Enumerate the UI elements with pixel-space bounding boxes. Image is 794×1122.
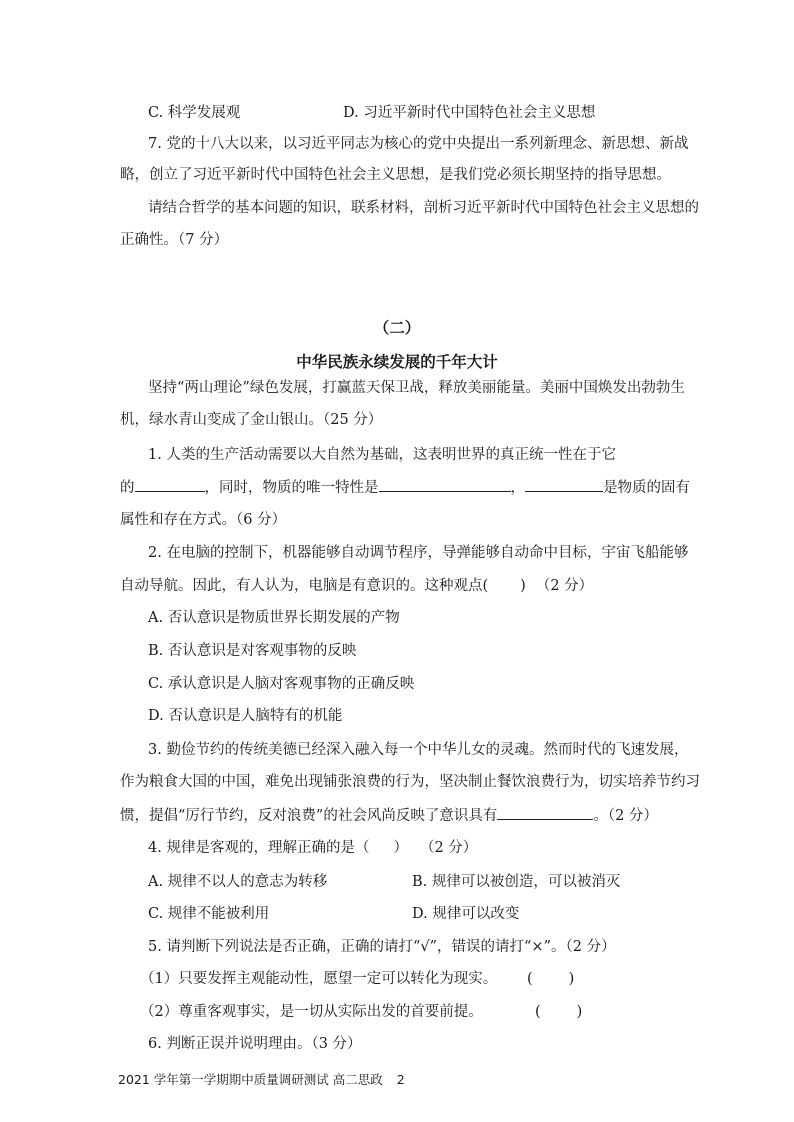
q6-option-c: C. 科学发展观: [148, 105, 241, 121]
s6-line-1: 6. 判断正误并说明理由。（3 分）: [148, 1036, 362, 1052]
s3-blank[interactable]: [497, 805, 593, 820]
q7-line-3: 请结合哲学的基本问题的知识，联系材料，剖析习近平新时代中国特色社会主义思想的: [148, 200, 699, 216]
section-intro-line-2: 机，绿水青山变成了金山银山。（25 分）: [120, 412, 383, 428]
s3-line-2: 作为粮食大国的中国，难免出现铺张浪费的行为，坚决制止餐饮浪费行为，切实培养节约习: [120, 774, 700, 790]
s2-option-a: A. 否认意识是物质世界长期发展的产物: [148, 610, 400, 626]
s5-item-1-paren-close: ): [568, 971, 575, 987]
s5-line-1: 5. 请判断下列说法是否正确，正确的请打“√”，错误的请打“×”。（2 分）: [148, 939, 616, 955]
s5-item-1-answer[interactable]: [527, 969, 574, 989]
s4-line-1: [148, 838, 708, 858]
s1-text-c: ，: [510, 480, 525, 496]
s2-paren-close: ): [520, 578, 526, 594]
s4-score: （2 分）: [419, 840, 478, 856]
q7-line-4: 正确性。（7 分）: [120, 232, 229, 248]
s5-item-2-paren-open: (: [535, 1004, 541, 1020]
q6-option-d: D. 习近平新时代中国特色社会主义思想: [343, 105, 596, 121]
s5-item-2-paren-close: ): [576, 1004, 583, 1020]
s3-text-b: 。（2 分）: [593, 808, 658, 824]
s3-line-3: [120, 805, 680, 826]
s5-item-1: （1）只要发挥主观能动性，愿望一定可以转化为现实。: [140, 971, 498, 987]
s2-line-2: [120, 576, 680, 596]
s4-paren-close: ）: [393, 840, 408, 856]
s1-line-3: 属性和存在方式。（6 分）: [120, 512, 287, 528]
s2-option-c: C. 承认意识是人脑对客观事物的正确反映: [148, 676, 415, 692]
s1-blank-1[interactable]: [135, 477, 205, 492]
s1-text-d: 是物质的固有: [603, 480, 690, 496]
s3-text-a: 惯，提倡“厉行节约，反对浪费”的社会风尚反映了意识具有: [120, 808, 498, 824]
s1-text-b: ，同时，物质的唯一特性是: [204, 480, 379, 496]
s1-line-2: [120, 477, 690, 498]
footer-page-number: 2: [396, 1072, 405, 1087]
s2-option-b: B. 否认意识是对客观事物的反映: [148, 643, 357, 659]
section-number: （二）: [373, 318, 421, 337]
footer-text: 2021 学年第一学期期中质量调研测试 高二思政: [118, 1072, 383, 1087]
s4-option-c: C. 规律不能被利用: [148, 906, 270, 922]
s4-option-a: A. 规律不以人的意志为转移: [148, 874, 328, 890]
s5-item-2: （2）尊重客观事实，是一切从实际出发的首要前提。: [140, 1004, 483, 1020]
s1-blank-2[interactable]: [379, 477, 511, 492]
s1-blank-3[interactable]: [525, 477, 603, 492]
q7-line-2: 略，创立了习近平新时代中国特色社会主义思想，是我们党必须长期坚持的指导思想。: [120, 167, 671, 183]
s2-option-d: D. 否认意识是人脑特有的机能: [148, 708, 343, 724]
page-footer: [118, 1070, 405, 1088]
q7-line-1: 7. 党的十八大以来，以习近平同志为核心的党中央提出一系列新理念、新思想、新战: [148, 136, 689, 152]
s1-line-1: 1. 人类的生产活动需要以大自然为基础，这表明世界的真正统一性在于它: [148, 447, 616, 463]
s4-option-b: B. 规律可以被创造，可以被消灭: [412, 874, 621, 890]
s4-option-d: D. 规律可以改变: [412, 906, 520, 922]
section-title: 中华民族永续发展的千年大计: [296, 353, 498, 371]
s4-text-a: 4. 规律是客观的，理解正确的是（: [148, 840, 370, 856]
s2-score: （2 分）: [535, 578, 594, 594]
s5-item-2-answer[interactable]: [535, 1002, 582, 1022]
section-intro-line-1: 坚持“两山理论”绿色发展，打赢蓝天保卫战，释放美丽能量。美丽中国焕发出勃勃生: [148, 380, 685, 396]
s2-line-1: 2. 在电脑的控制下，机器能够自动调节程序，导弹能够自动命中目标，宇宙飞船能够: [148, 545, 689, 561]
s1-text-a: 的: [120, 480, 135, 496]
s5-item-1-paren-open: (: [527, 971, 533, 987]
s3-line-1: 3. 勤俭节约的传统美德已经深入融入每一个中华儿女的灵魂。然而时代的飞速发展，: [148, 742, 689, 758]
s2-text-a: 自动导航。因此，有人认为，电脑是有意识的。这种观点(: [120, 578, 489, 594]
